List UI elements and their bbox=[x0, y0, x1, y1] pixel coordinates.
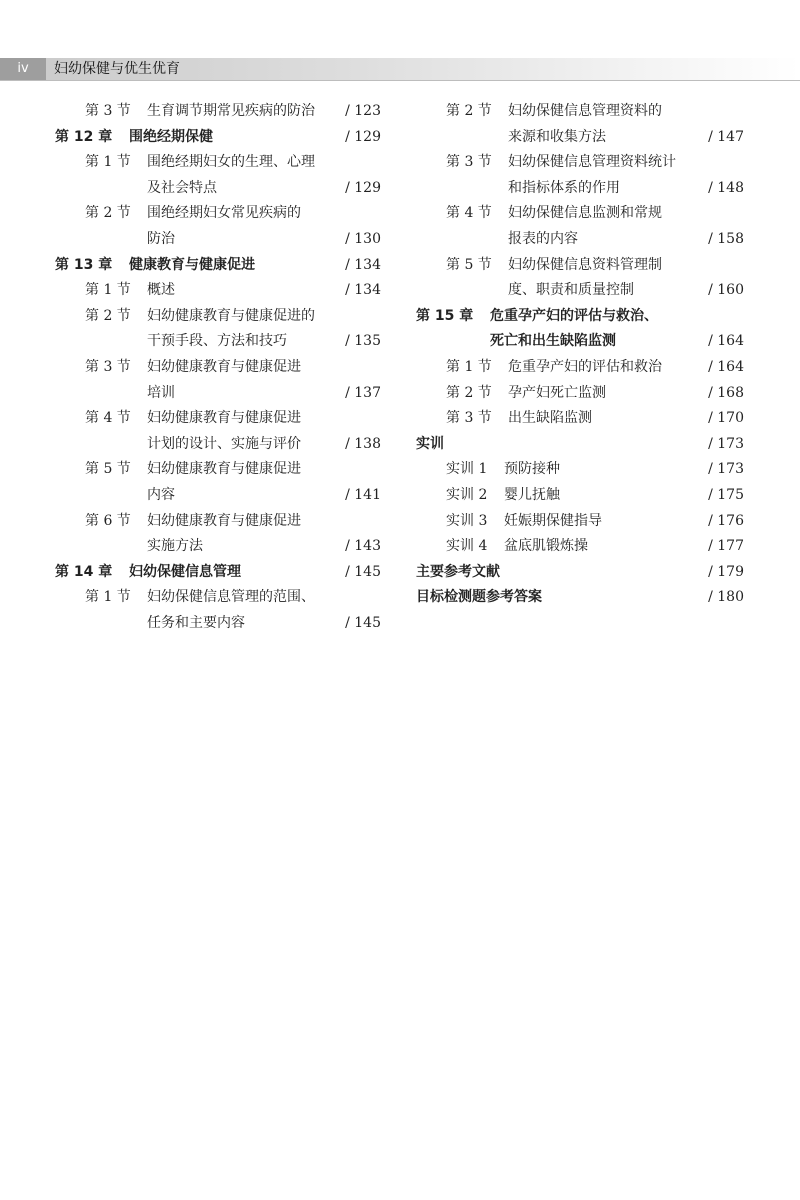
toc-section-row bbox=[416, 99, 744, 125]
toc-entry-title: 任务和主要内容 bbox=[147, 614, 245, 631]
running-header bbox=[0, 58, 800, 82]
toc-practice-row bbox=[416, 483, 744, 509]
toc-entry-title: 内容 bbox=[147, 486, 175, 503]
toc-entry-title: 计划的设计、实施与评价 bbox=[147, 435, 301, 452]
toc-entry-label: 第 6 节 bbox=[85, 512, 131, 529]
toc-entry-title: 妇幼健康教育与健康促进 bbox=[147, 358, 301, 375]
toc-section-row bbox=[416, 253, 744, 279]
toc-section-row bbox=[55, 201, 381, 227]
toc-page-number: / 147 bbox=[708, 128, 744, 145]
toc-entry-title: 妇幼保健信息监测和常规 bbox=[508, 205, 662, 222]
toc-practice-row bbox=[416, 457, 744, 483]
toc-entry-label: 第 4 节 bbox=[446, 205, 492, 222]
toc-section-row bbox=[416, 201, 744, 227]
toc-entry-title: 妇幼保健信息管理资料的 bbox=[508, 103, 662, 119]
toc-page-number: / 138 bbox=[345, 435, 381, 452]
toc-entry-label: 实训 4 bbox=[446, 538, 488, 555]
toc-entry-label: 第 1 节 bbox=[446, 358, 492, 375]
toc-continuation-row bbox=[55, 483, 381, 509]
toc-page-number: / 173 bbox=[708, 461, 744, 478]
toc-section-row bbox=[55, 99, 381, 125]
toc-page-number: / 164 bbox=[708, 358, 744, 375]
toc-entry-title: 妇幼健康教育与健康促进 bbox=[147, 461, 301, 478]
toc-chapter-row bbox=[55, 560, 381, 586]
toc-page-number: / 143 bbox=[345, 538, 381, 555]
toc-entry-title: 干预手段、方法和技巧 bbox=[147, 333, 287, 350]
toc-page-number: / 141 bbox=[345, 486, 381, 503]
toc-right-column bbox=[416, 99, 744, 611]
toc-page-number: / 173 bbox=[708, 435, 744, 452]
toc-entry-title: 危重孕产妇的评估和救治 bbox=[508, 358, 662, 375]
toc-entry-title: 死亡和出生缺陷监测 bbox=[490, 333, 616, 350]
page-number: iv bbox=[0, 58, 46, 80]
toc-entry-title: 健康教育与健康促进 bbox=[129, 256, 255, 273]
toc-page-number: / 130 bbox=[345, 230, 381, 247]
toc-section-row bbox=[55, 509, 381, 535]
toc-entry-title: 婴儿抚触 bbox=[504, 486, 560, 503]
toc-page-number: / 179 bbox=[708, 563, 744, 580]
toc-main-entry-row bbox=[416, 585, 744, 611]
toc-entry-title: 主要参考文献 bbox=[416, 563, 500, 580]
toc-chapter-row bbox=[416, 304, 744, 330]
toc-page-number: / 129 bbox=[345, 179, 381, 196]
toc-entry-title: 来源和收集方法 bbox=[508, 128, 606, 145]
toc-entry-label: 第 2 节 bbox=[446, 103, 492, 119]
toc-section-row bbox=[55, 406, 381, 432]
toc-section-row bbox=[55, 150, 381, 176]
toc-continuation-row bbox=[416, 278, 744, 304]
toc-entry-title: 及社会特点 bbox=[147, 179, 217, 196]
toc-entry-title: 出生缺陷监测 bbox=[508, 410, 592, 427]
toc-page-number: / 168 bbox=[708, 384, 744, 401]
toc-entry-title: 危重孕产妇的评估与救治、 bbox=[490, 307, 658, 324]
toc-continuation-row bbox=[416, 176, 744, 202]
toc-page-number: / 134 bbox=[345, 282, 381, 299]
toc-page-number: / 134 bbox=[345, 256, 381, 273]
toc-entry-label: 第 4 节 bbox=[85, 410, 131, 427]
toc-page-number: / 135 bbox=[345, 333, 381, 350]
toc-entry-title: 妇幼保健信息管理 bbox=[129, 563, 241, 580]
toc-entry-label: 第 2 节 bbox=[85, 307, 131, 324]
toc-entry-label: 第 1 节 bbox=[85, 589, 131, 606]
toc-entry-title: 报表的内容 bbox=[508, 230, 578, 247]
toc-main-entry-row bbox=[416, 560, 744, 586]
toc-section-row bbox=[416, 406, 744, 432]
toc-continuation-row bbox=[55, 381, 381, 407]
header-rule bbox=[0, 80, 800, 81]
toc-page-number: / 129 bbox=[345, 128, 381, 145]
toc-page-number: / 123 bbox=[345, 103, 381, 119]
toc-practice-row bbox=[416, 509, 744, 535]
toc-page-number: / 160 bbox=[708, 282, 744, 299]
toc-entry-title: 围绝经期妇女的生理、心理 bbox=[147, 154, 315, 171]
toc-entry-title: 和指标体系的作用 bbox=[508, 179, 620, 196]
toc-entry-label: 实训 3 bbox=[446, 512, 488, 529]
toc-entry-label: 第 2 节 bbox=[85, 205, 131, 222]
toc-chapter-row bbox=[55, 125, 381, 151]
toc-continuation-row bbox=[55, 432, 381, 458]
toc-entry-label: 第 3 节 bbox=[446, 410, 492, 427]
toc-entry-title: 妇幼保健信息管理资料统计 bbox=[508, 154, 676, 171]
toc-entry-label: 第 5 节 bbox=[446, 256, 492, 273]
toc-entry-title: 培训 bbox=[147, 384, 175, 401]
toc-entry-title: 度、职责和质量控制 bbox=[508, 282, 634, 299]
toc-entry-title: 妇幼健康教育与健康促进 bbox=[147, 512, 301, 529]
toc-entry-label: 第 1 节 bbox=[85, 282, 131, 299]
toc-entry-label: 第 12 章 bbox=[55, 128, 113, 145]
toc-entry-label: 第 15 章 bbox=[416, 307, 474, 324]
toc-page-number: / 175 bbox=[708, 486, 744, 503]
toc-left-column bbox=[55, 99, 381, 636]
toc-section-row bbox=[55, 355, 381, 381]
toc-continuation-row bbox=[55, 176, 381, 202]
toc-entry-title: 预防接种 bbox=[504, 461, 560, 478]
toc-chapter-continuation-row bbox=[416, 329, 744, 355]
toc-continuation-row bbox=[55, 227, 381, 253]
toc-entry-label: 第 13 章 bbox=[55, 256, 113, 273]
toc-entry-label: 第 2 节 bbox=[446, 384, 492, 401]
toc-entry-title: 围绝经期保健 bbox=[129, 128, 213, 145]
toc-page-number: / 176 bbox=[708, 512, 744, 529]
toc-chapter-row bbox=[55, 253, 381, 279]
toc-section-row bbox=[55, 304, 381, 330]
toc-entry-label: 第 5 节 bbox=[85, 461, 131, 478]
toc-section-row bbox=[416, 150, 744, 176]
toc-entry-title: 防治 bbox=[147, 230, 175, 247]
toc-entry-title: 围绝经期妇女常见疾病的 bbox=[147, 205, 301, 222]
toc-entry-title: 妊娠期保健指导 bbox=[504, 512, 602, 529]
toc-continuation-row bbox=[55, 329, 381, 355]
toc-page-number: / 180 bbox=[708, 589, 744, 606]
toc-entry-title: 生育调节期常见疾病的防治 bbox=[147, 103, 315, 119]
toc-section-row bbox=[55, 457, 381, 483]
toc-entry-label: 第 3 节 bbox=[446, 154, 492, 171]
toc-entry-title: 孕产妇死亡监测 bbox=[508, 384, 606, 401]
toc-entry-label: 第 1 节 bbox=[85, 154, 131, 171]
toc-main-entry-row bbox=[416, 432, 744, 458]
toc-continuation-row bbox=[55, 534, 381, 560]
toc-entry-label: 第 3 节 bbox=[85, 103, 131, 119]
toc-page-number: / 170 bbox=[708, 410, 744, 427]
toc-section-row bbox=[416, 381, 744, 407]
toc-page-number: / 137 bbox=[345, 384, 381, 401]
toc-page-number: / 148 bbox=[708, 179, 744, 196]
toc-continuation-row bbox=[416, 125, 744, 151]
toc-entry-title: 概述 bbox=[147, 282, 175, 299]
toc-section-row bbox=[55, 585, 381, 611]
toc-entry-label: 实训 2 bbox=[446, 486, 488, 503]
toc-entry-title: 妇幼健康教育与健康促进 bbox=[147, 410, 301, 427]
toc-practice-row bbox=[416, 534, 744, 560]
toc-page-number: / 164 bbox=[708, 333, 744, 350]
toc-entry-label: 第 14 章 bbox=[55, 563, 113, 580]
toc-section-row bbox=[55, 278, 381, 304]
toc-section-row bbox=[416, 355, 744, 381]
toc-entry-title: 妇幼健康教育与健康促进的 bbox=[147, 307, 315, 324]
toc-entry-label: 第 3 节 bbox=[85, 358, 131, 375]
toc-page-number: / 177 bbox=[708, 538, 744, 555]
toc-entry-title: 实施方法 bbox=[147, 538, 203, 555]
toc-page-number: / 145 bbox=[345, 614, 381, 631]
toc-continuation-row bbox=[416, 227, 744, 253]
toc-entry-title: 妇幼保健信息管理的范围、 bbox=[147, 589, 315, 606]
toc-continuation-row bbox=[55, 611, 381, 637]
toc-entry-label: 实训 1 bbox=[446, 461, 488, 478]
book-title: 妇幼保健与优生优育 bbox=[54, 61, 180, 77]
toc-page-number: / 145 bbox=[345, 563, 381, 580]
toc-entry-title: 目标检测题参考答案 bbox=[416, 589, 542, 606]
toc-entry-title: 盆底肌锻炼操 bbox=[504, 538, 588, 555]
toc-entry-title: 妇幼保健信息资料管理制 bbox=[508, 256, 662, 273]
toc-page-number: / 158 bbox=[708, 230, 744, 247]
toc-entry-title: 实训 bbox=[416, 435, 444, 452]
